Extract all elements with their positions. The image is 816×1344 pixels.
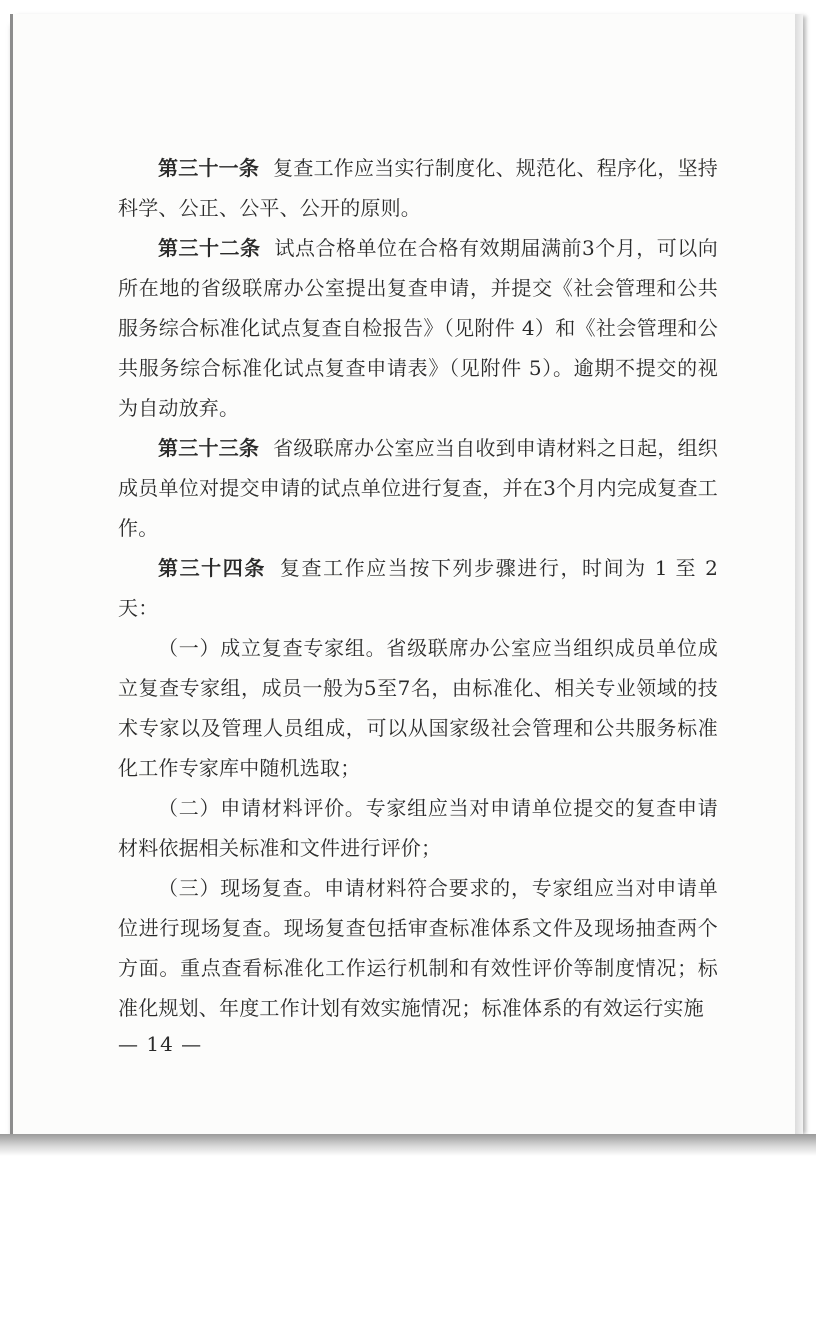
page-number: — 14 — — [118, 1032, 203, 1056]
article-title: 第三十三条 — [158, 436, 260, 460]
step-item-3: （三）现场复查。申请材料符合要求的，专家组应当对申请单位进行现场复查。现场复查包括审查标准体系文件及现场抽查两个方面。重点查看标准化工作运行机制和有效性评价等制度情况；标准化规划、年度工作计划有效实施情况；标准体系的有效运行实施 — [118, 876, 718, 1020]
article-text: 省级联席办公室应当自收到申请材料之日起，组织成员单位对提交申请的试点单位进行复查，并在3个月内完成复查工作。 — [118, 436, 719, 540]
article-text: 复查工作应当实行制度化、规范化、程序化，坚持科学、公正、公平、公开的原则。 — [118, 156, 719, 220]
step-item-1: （一）成立复查专家组。省级联席办公室应当组织成员单位成立复查专家组，成员一般为5至7名，由标准化、相关专业领域的技术专家以及管理人员组成，可以从国家级社会管理和公共服务标准化工作专家库中随机选取； — [118, 636, 718, 780]
scan-bottom-shadow — [0, 1134, 816, 1156]
page-right-edge — [795, 14, 803, 1136]
article-title: 第三十二条 — [158, 236, 261, 260]
article-31 — [118, 148, 718, 228]
article-title: 第三十四条 — [158, 556, 266, 580]
document-body — [118, 148, 718, 1028]
article-32 — [118, 228, 718, 428]
article-34 — [118, 548, 718, 628]
article-33 — [118, 428, 718, 548]
article-text: 复查工作应当按下列步骤进行，时间为 1 至 2 天： — [118, 556, 719, 620]
article-text: 试点合格单位在合格有效期届满前3个月，可以向所在地的省级联席办公室提出复查申请，并提交《社会管理和公共服务综合标准化试点复查自检报告》（见附件 4）和《社会管理和公共服务综合标准化试点复查申请表》（见附件 5）。逾期不提交的视为自动放弃。 — [118, 236, 719, 420]
step-item-2: （二）申请材料评价。专家组应当对申请单位提交的复查申请材料依据相关标准和文件进行评价； — [118, 796, 718, 860]
article-title: 第三十一条 — [158, 156, 260, 180]
